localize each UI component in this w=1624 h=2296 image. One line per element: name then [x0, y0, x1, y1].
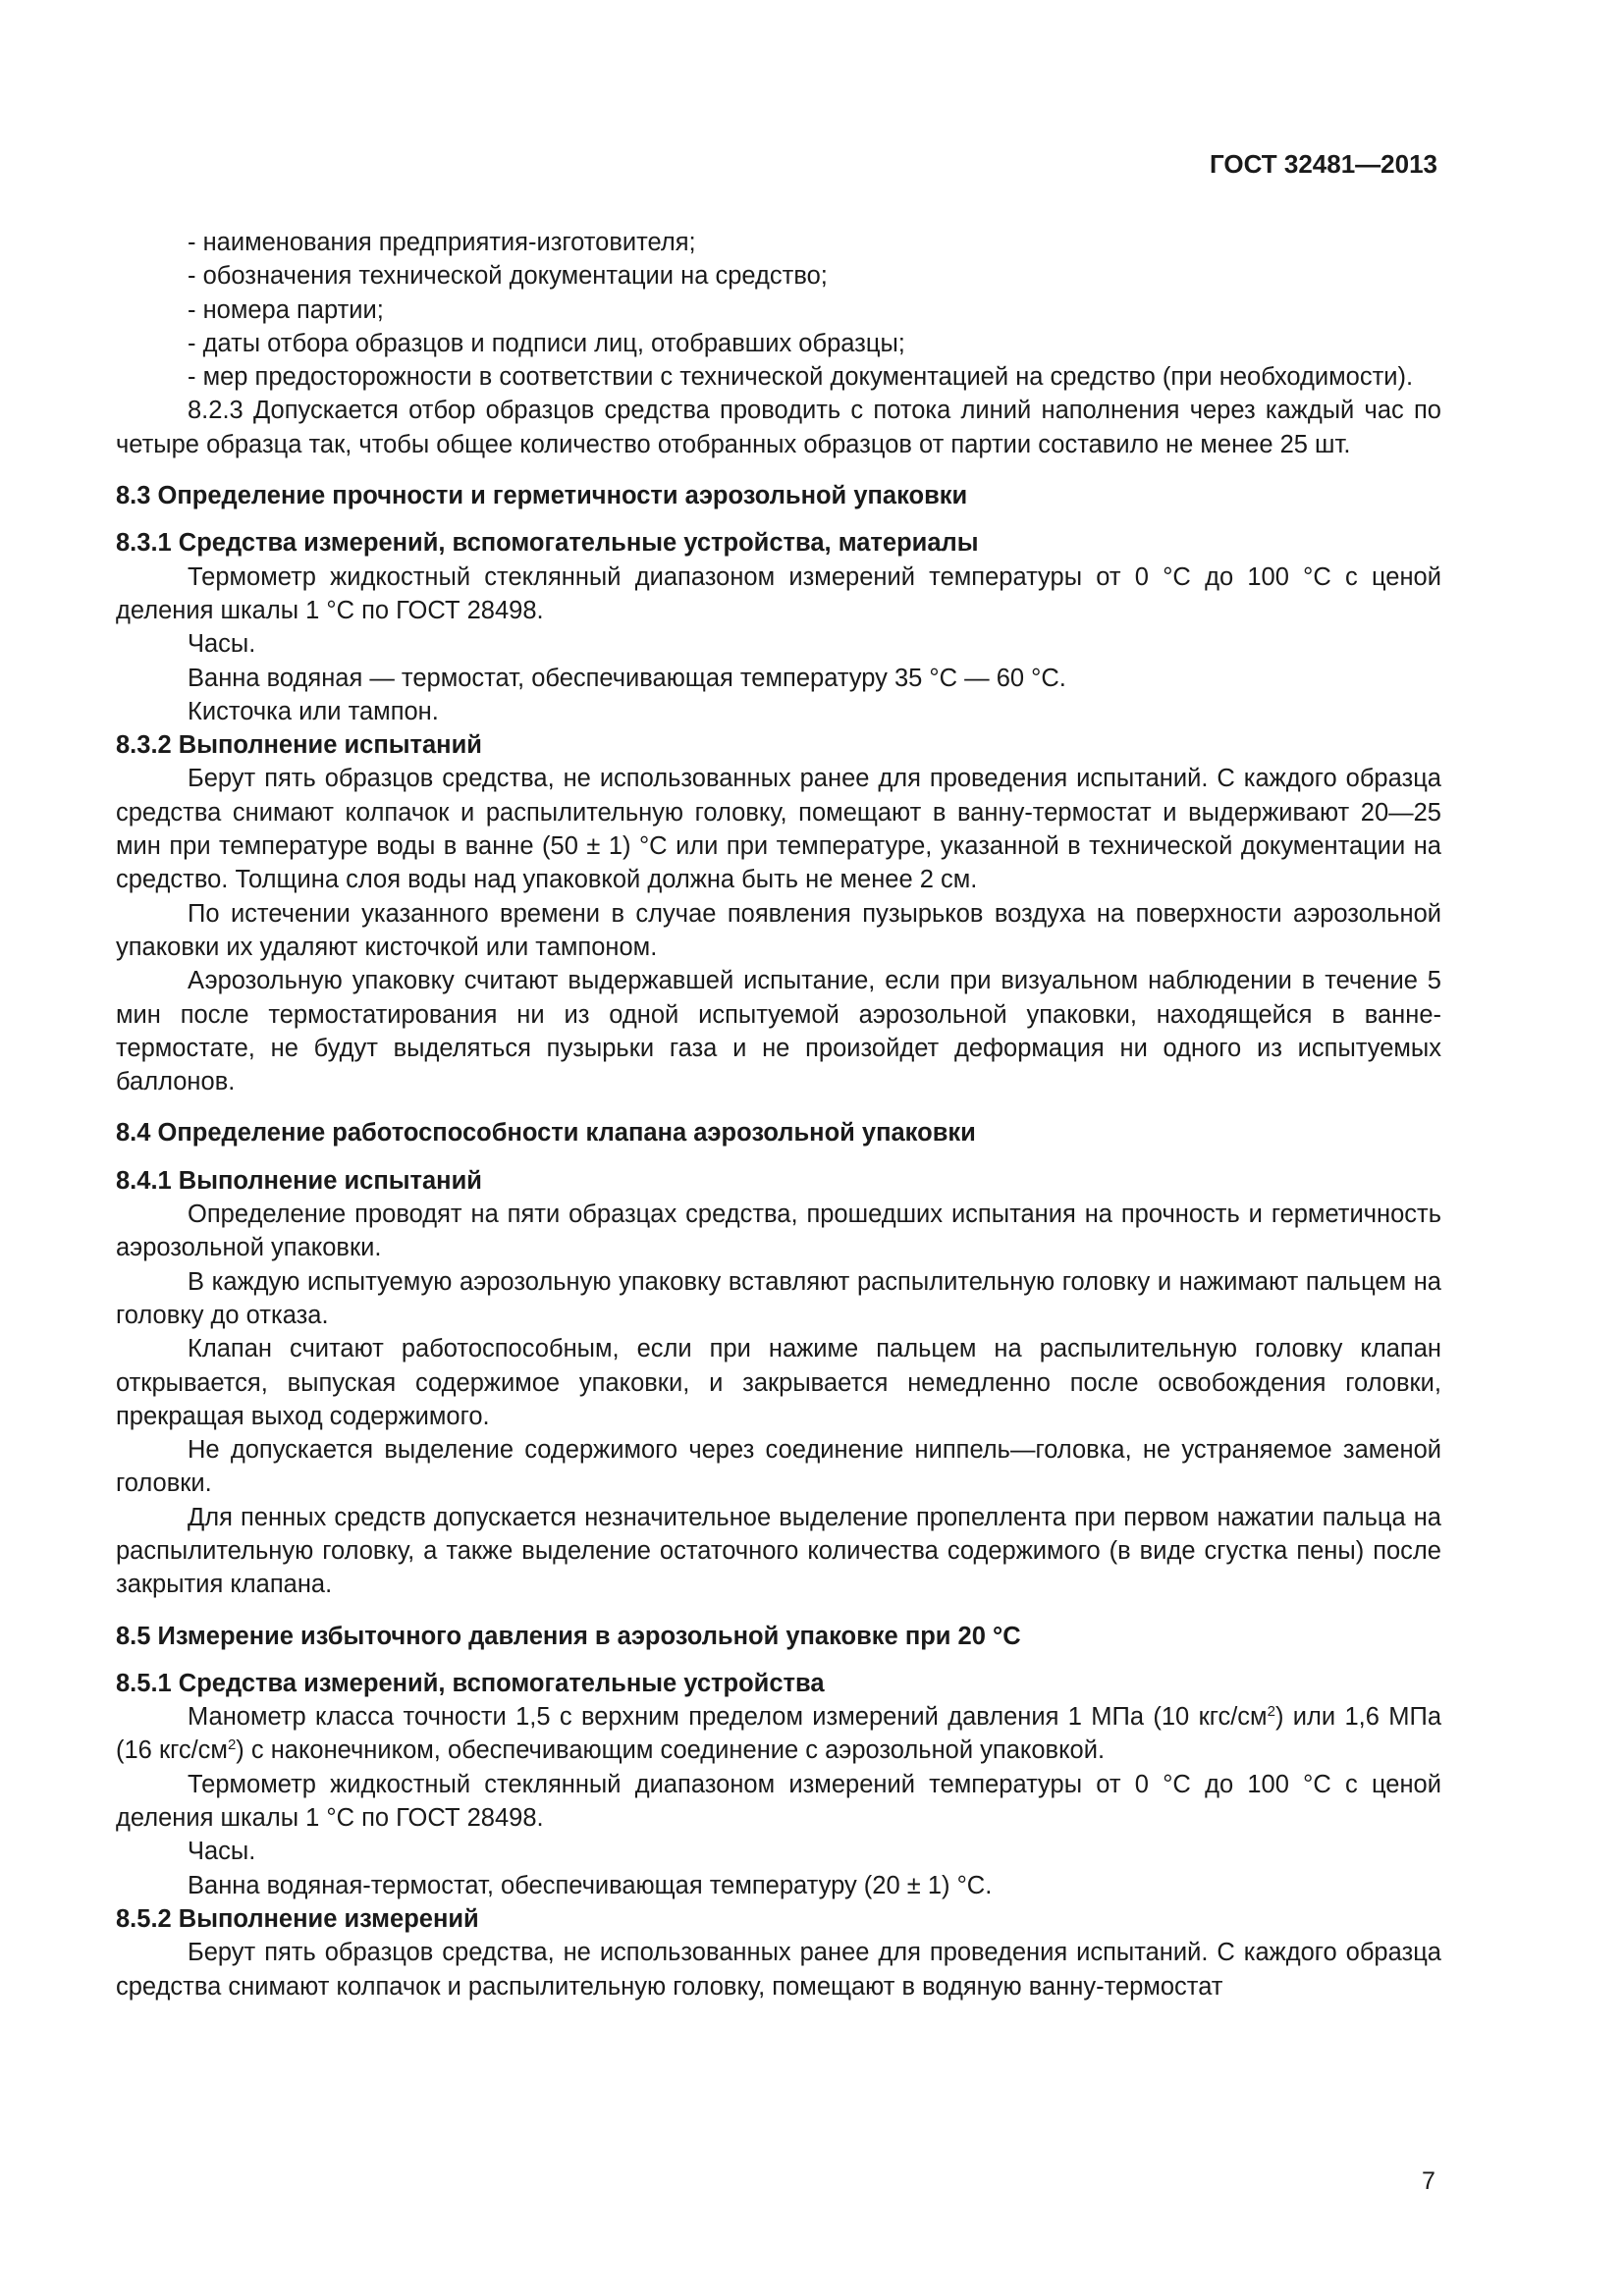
- paragraph: Термометр жидкостный стеклянный диапазоном измерений температуры от 0 °С до 100 °С с ценой деления шкалы 1 °С по ГОСТ 28498.: [116, 1770, 1441, 1833]
- document-code-header: ГОСТ 32481—2013: [1210, 149, 1437, 179]
- paragraph: Часы.: [188, 630, 256, 659]
- paragraph: Термометр жидкостный стеклянный диапазоном измерений температуры от 0 °С до 100 °С с ценой деления шкалы 1 °С по ГОСТ 28498.: [116, 562, 1441, 624]
- paragraph: Часы.: [188, 1838, 256, 1866]
- list-item: - номера партии;: [188, 295, 384, 324]
- section-heading-8-4: 8.4 Определение работоспособности клапана аэрозольной упаковки: [116, 1119, 976, 1148]
- list-item: - обозначения технической документации на средство;: [188, 262, 828, 291]
- subsection-heading-8-3-2: 8.3.2 Выполнение испытаний: [116, 731, 482, 760]
- paragraph: По истечении указанного времени в случае появления пузырьков воздуха на поверхности аэрозольной упаковки их удаляют кисточкой или тампоном.: [116, 899, 1441, 961]
- list-item: - мер предосторожности в соответствии с технической документацией на средство (при необходимости).: [188, 363, 1414, 392]
- page-number: 7: [1422, 2167, 1435, 2195]
- paragraph-manometer: [116, 1700, 1441, 1768]
- subsection-heading-8-3-1: 8.3.1 Средства измерений, вспомогательные устройства, материалы: [116, 529, 979, 558]
- paragraph: Ванна водяная — термостат, обеспечивающая температуру 35 °С — 60 °С.: [188, 664, 1066, 692]
- subsection-heading-8-5-1: 8.5.1 Средства измерений, вспомогательные устройства: [116, 1669, 825, 1697]
- section-heading-8-3: 8.3 Определение прочности и герметичности аэрозольной упаковки: [116, 482, 968, 510]
- paragraph: Определение проводят на пяти образцах средства, прошедших испытания на прочность и герметичность аэрозольной упаковки.: [116, 1201, 1441, 1262]
- paragraph: Ванна водяная-термостат, обеспечивающая температуру (20 ± 1) °С.: [188, 1871, 993, 1899]
- paragraph: Для пенных средств допускается незначительное выделение пропеллента при первом нажатии пальца на распылительную головку, а также выделение остаточного количества содержимого (в виде сгустка пены) после закрытия клапана.: [116, 1503, 1441, 1599]
- subsection-heading-8-4-1: 8.4.1 Выполнение испытаний: [116, 1166, 482, 1195]
- text-run: ) с наконечником, обеспечивающим соединение с аэрозольной упаковкой.: [236, 1736, 1106, 1765]
- paragraph: В каждую испытуемую аэрозольную упаковку вставляют распылительную головку и нажимают пальцем на головку до отказа.: [116, 1267, 1441, 1329]
- paragraph: Клапан считают работоспособным, если при нажиме пальцем на распылительную головку клапан открывается, выпуская содержимое упаковки, и закрывается немедленно после освобождения головки, прекращая выход содержимого.: [116, 1335, 1441, 1430]
- text-run: Манометр класса точности 1,5 с верхним пределом измерений давления 1 МПа (10 кгс/см: [188, 1703, 1268, 1732]
- text-run: ) или 1,6 МПа (16 кгс/см: [116, 1703, 1441, 1765]
- superscript: 2: [1267, 1703, 1275, 1721]
- subsection-heading-8-5-2: 8.5.2 Выполнение измерений: [116, 1904, 479, 1933]
- paragraph: Не допускается выделение содержимого через соединение ниппель—головка, не устраняемое заменой головки.: [116, 1436, 1441, 1498]
- paragraph: Аэрозольную упаковку считают выдержавшей испытание, если при визуальном наблюдении в течение 5 мин после термостатирования ни из одной испытуемой аэрозольной упаковки, находящейся в ванне-термостате, не будут выделяться пузырьки газа и не произойдет деформация ни одного из испытуемых баллонов.: [116, 967, 1441, 1096]
- paragraph-8-2-3: 8.2.3 Допускается отбор образцов средства проводить с потока линий наполнения через каждый час по четыре образца так, чтобы общее количество отобранных образцов от партии составило не менее 25 шт.: [116, 397, 1441, 458]
- paragraph: Берут пять образцов средства, не использованных ранее для проведения испытаний. С каждого образца средства снимают колпачок и распылительную головку, помещают в водяную ванну-термостат: [116, 1939, 1441, 2001]
- list-item: - наименования предприятия-изготовителя;: [188, 229, 696, 256]
- paragraph: Берут пять образцов средства, не использованных ранее для проведения испытаний. С каждого образца средства снимают колпачок и распылительную головку, помещают в ванну-термостат и выдерживают 20—25 мин при температуре воды в ванне (50 ± 1) °С или при температуре, указанной в технической документации на средство. Толщина слоя воды над упаковкой должна быть не менее 2 см.: [116, 765, 1441, 894]
- paragraph: Кисточка или тампон.: [188, 697, 439, 725]
- superscript: 2: [227, 1736, 237, 1754]
- document-body: [116, 226, 1441, 2003]
- section-heading-8-5: 8.5 Измерение избыточного давления в аэрозольной упаковке при 20 °С: [116, 1622, 1021, 1650]
- list-item: - даты отбора образцов и подписи лиц, отобравших образцы;: [188, 329, 905, 357]
